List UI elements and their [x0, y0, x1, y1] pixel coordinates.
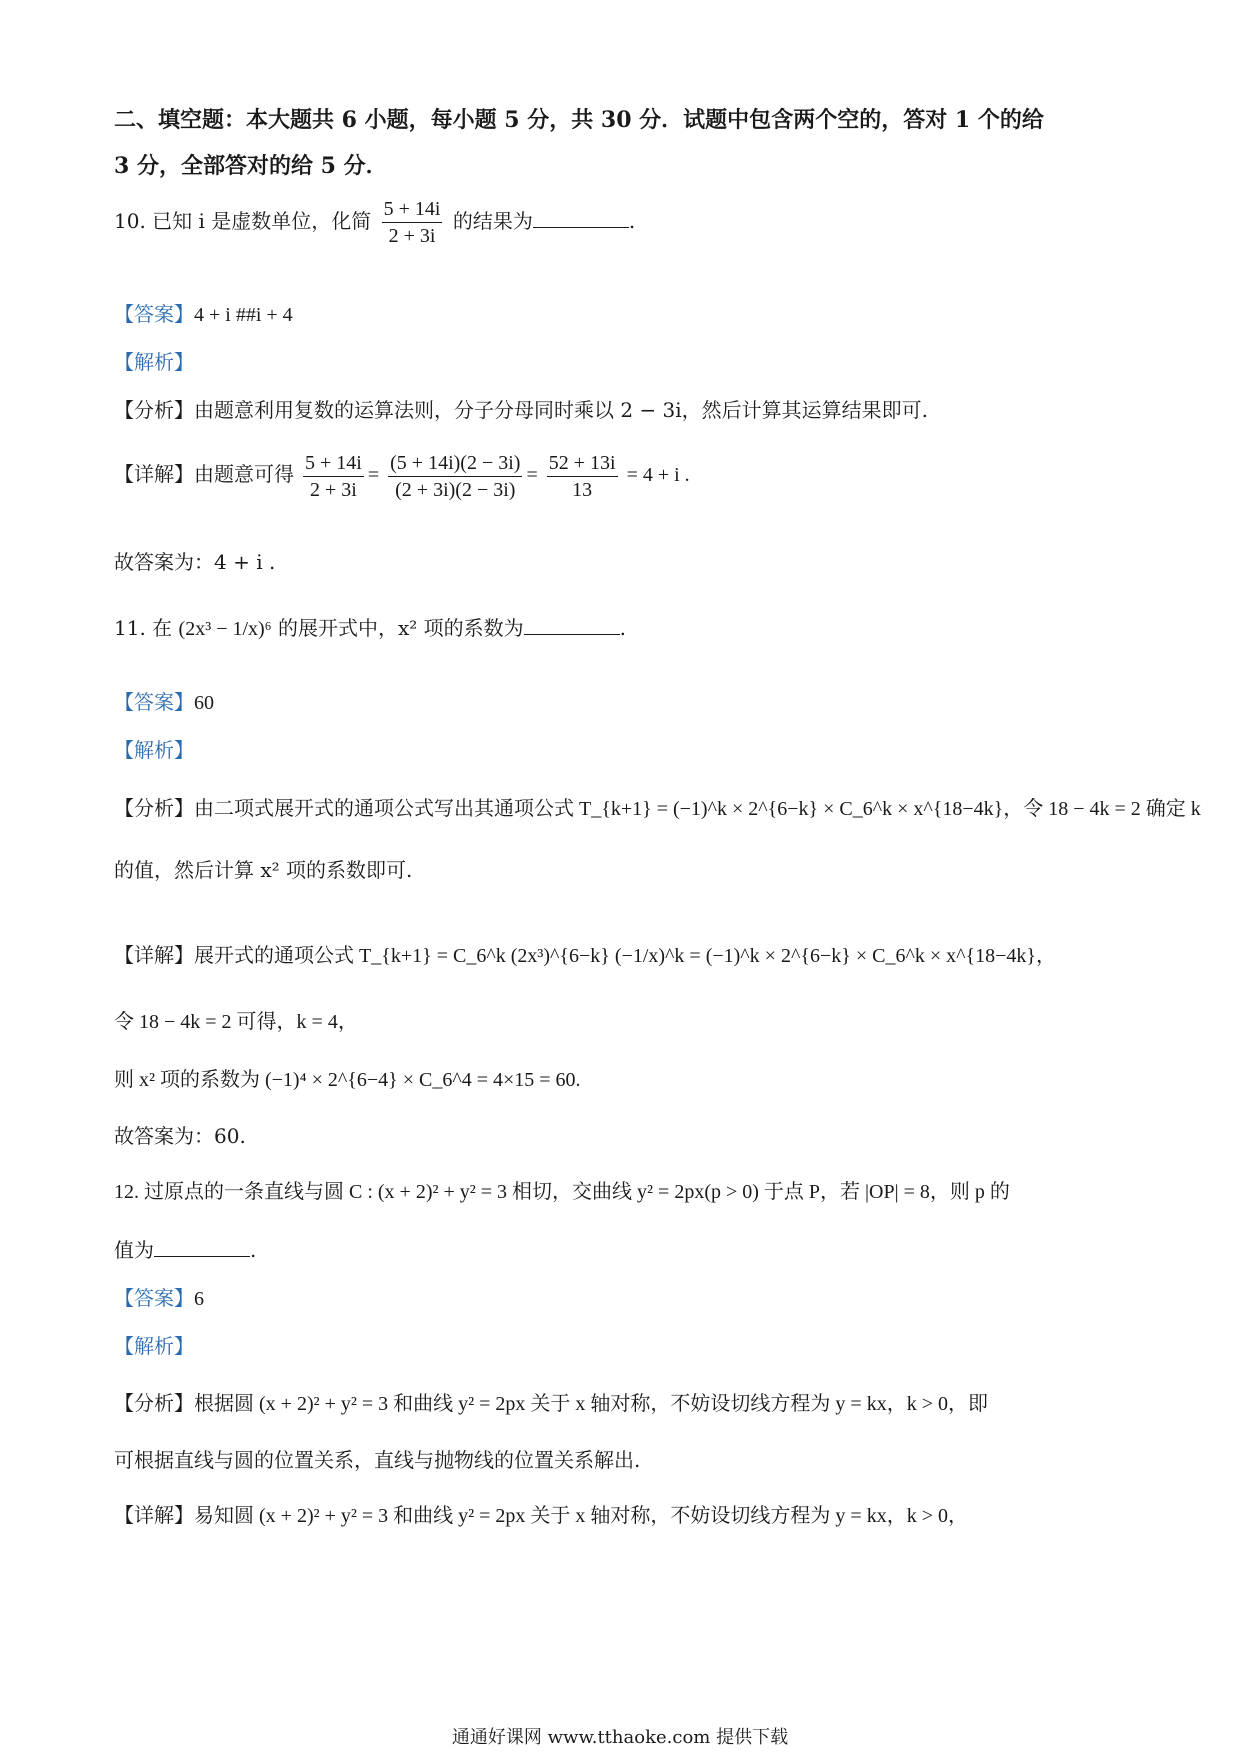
q11-answer-blank — [524, 616, 620, 635]
q11-detail: 展开式的通项公式 T_{k+1} = C_6^k (2x³)^{6−k} (−1/x)^k = (−1)^k × 2^{6−k} × C_6^k × x^{18−4k}， — [194, 945, 1056, 967]
analysis-tag: 【解析】 — [114, 350, 194, 374]
q10-conclusion: 故答案为：4 + i . — [114, 550, 276, 574]
section-heading-line2: 3 分，全部答对的给 5 分． — [114, 153, 388, 179]
q11-fenxi-line2: 的值，然后计算 x² 项的系数即可. — [114, 858, 413, 882]
fenxi-tag: 【分析】 — [114, 1393, 194, 1415]
q12-answer: 6 — [194, 1288, 204, 1310]
q12-answer-line — [114, 1284, 204, 1313]
q10-answer-blank — [533, 209, 629, 228]
q12-detail-line — [114, 1502, 968, 1530]
q11-fenxi-text1: 由二项式展开式的通项公式写出其通项公式 T_{k+1} = (−1)^k × 2^{6−k} × C_6^k × x^{18−4k}，令 18 − 4k = 2 确定 k — [194, 798, 1201, 820]
q10-detail-tail: = 4 + i . — [626, 464, 690, 487]
detail-tag: 【详解】 — [114, 464, 194, 487]
q11-answer: 60 — [194, 692, 214, 714]
q10-prefix: 10. 已知 i 是虚数单位，化简 — [114, 209, 372, 233]
q10-detail-frac1 — [303, 450, 364, 503]
q12-fenxi-text1: 根据圆 (x + 2)² + y² = 3 和曲线 y² = 2px 关于 x 轴对称，不妨设切线方程为 y = kx，k > 0，即 — [194, 1393, 988, 1415]
footer-watermark: 通通好课网 www.tthaoke.com 提供下载 — [451, 1727, 789, 1748]
q10-detail-frac2-num: (5 + 14i)(2 − 3i) — [388, 450, 522, 477]
analysis-tag: 【解析】 — [114, 1334, 194, 1358]
q11-suffix: 的展开式中，x² 项的系数为 — [278, 616, 524, 640]
q11-question — [114, 614, 626, 643]
q10-end: . — [628, 209, 636, 233]
q11-step2: 则 x² 项的系数为 (−1)⁴ × 2^{6−4} × C_6^4 = 4×15 = 60. — [114, 1069, 581, 1091]
answer-tag: 【答案】 — [114, 690, 194, 714]
fenxi-tag: 【分析】 — [114, 398, 194, 422]
q10-detail-frac2-den: (2 + 3i)(2 − 3i) — [395, 479, 516, 501]
q10-question — [114, 196, 635, 249]
q12-end: . — [250, 1238, 257, 1262]
q12-fenxi-line2: 可根据直线与圆的位置关系，直线与抛物线的位置关系解出. — [114, 1448, 641, 1472]
q12-detail: 易知圆 (x + 2)² + y² = 3 和曲线 y² = 2px 关于 x 轴对称，不妨设切线方程为 y = kx，k > 0， — [194, 1505, 968, 1527]
q10-frac-num: 5 + 14i — [382, 196, 443, 223]
q10-answer-line — [114, 300, 293, 329]
q11-detail-line — [114, 942, 1056, 970]
q10-detail-prefix: 由题意可得 — [194, 464, 294, 487]
q10-suffix: 的结果为 — [452, 209, 533, 233]
section-heading-line1: 二、填空题：本大题共 6 小题，每小题 5 分，共 30 分．试题中包含两个空的，答对 1 个的给 — [114, 107, 1044, 133]
analysis-tag: 【解析】 — [114, 738, 194, 762]
q11-answer-line — [114, 688, 214, 717]
q10-fraction — [382, 196, 443, 249]
q11-step1: 令 18 − 4k = 2 可得，k = 4， — [114, 1011, 358, 1033]
q11-end: . — [619, 616, 627, 640]
q12-question-line2 — [114, 1236, 256, 1264]
fenxi-tag: 【分析】 — [114, 796, 194, 820]
q10-detail-frac2 — [388, 450, 522, 503]
detail-tag: 【详解】 — [114, 1505, 194, 1527]
q10-detail-frac3 — [547, 450, 618, 503]
q11-prefix: 11. 在 — [114, 616, 173, 640]
q10-detail-frac1-den: 2 + 3i — [310, 479, 357, 501]
q10-detail-frac1-num: 5 + 14i — [303, 450, 364, 477]
q11-conclusion: 故答案为：60. — [114, 1124, 246, 1148]
q11-fenxi-line1 — [114, 794, 1201, 823]
q10-fenxi-line — [114, 396, 928, 424]
q12-answer-blank — [154, 1238, 250, 1257]
q11-expression: (2x³ − 1/x)⁶ — [178, 618, 272, 640]
q10-fenxi: 由题意利用复数的运算法则，分子分母同时乘以 2 − 3i，然后计算其运算结果即可. — [194, 398, 929, 422]
answer-tag: 【答案】 — [114, 1286, 194, 1310]
q10-detail-frac3-num: 52 + 13i — [547, 450, 618, 477]
q12-question-line1: 12. 过原点的一条直线与圆 C : (x + 2)² + y² = 3 相切，交曲线 y² = 2px(p > 0) 于点 P，若 |OP| = 8，则 p 的 — [114, 1181, 1010, 1203]
q12-line2-text: 值为 — [114, 1238, 154, 1262]
q10-frac-den: 2 + 3i — [388, 225, 436, 247]
answer-tag: 【答案】 — [114, 302, 194, 326]
q12-fenxi-line1 — [114, 1390, 988, 1418]
q10-detail-frac3-den: 13 — [572, 479, 593, 501]
q10-detail-line: 【详解】由题意可得 $\frac{5 + 14i}{2 + 3i}$ = $\frac{(5 + 14i)(2 - 3i)}{(2 + 3i)(2 - 3i)}$ = $\frac{52 + 13i}{13}$ = 4 + i . — [114, 452, 690, 501]
detail-tag: 【详解】 — [114, 945, 194, 967]
q10-answer: 4 + i ##i + 4 — [194, 304, 293, 326]
